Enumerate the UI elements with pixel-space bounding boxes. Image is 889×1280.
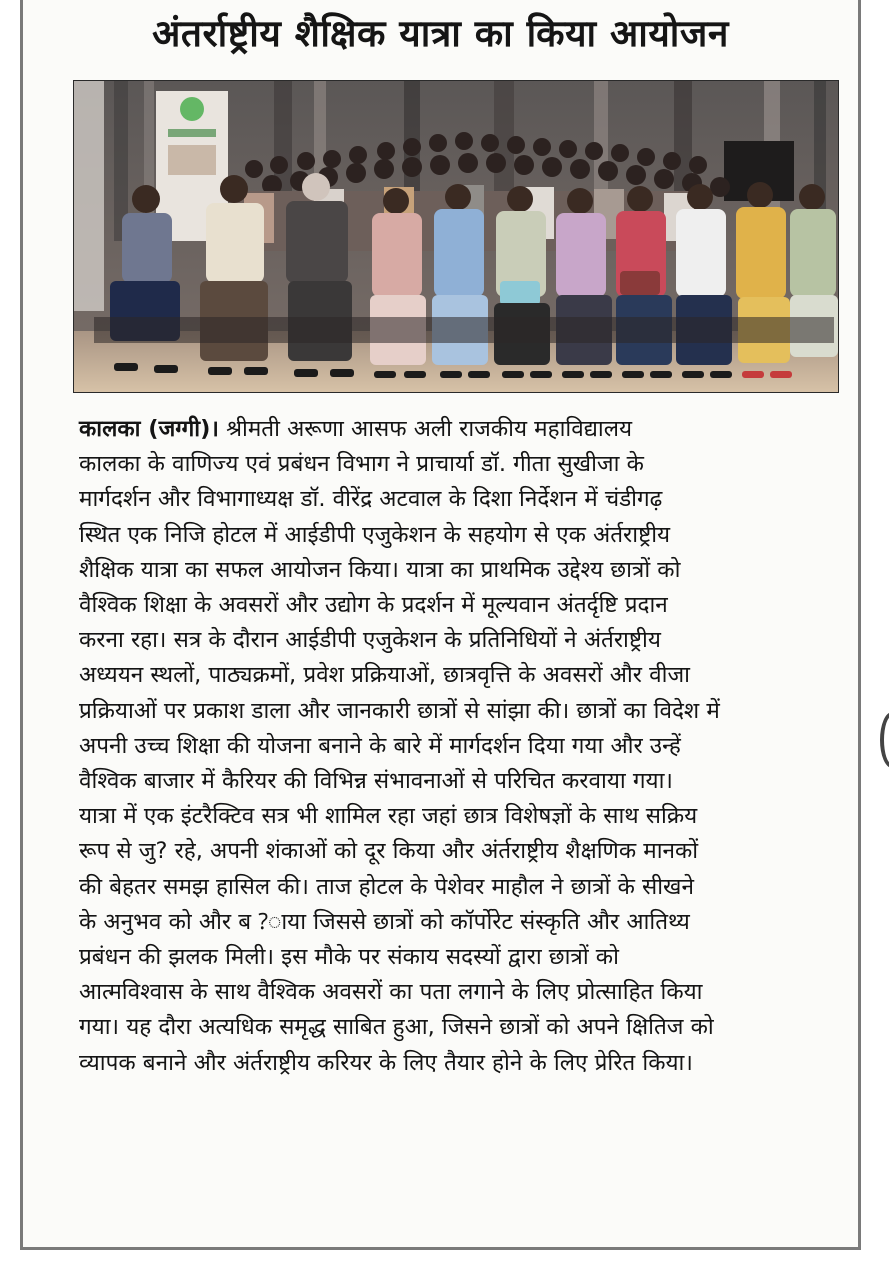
group-photo (73, 80, 839, 393)
adjacent-column-edge-mark (880, 712, 889, 768)
article-line-4: स्थित एक निजि होटल में आईडीपी एजुकेशन के सहयोग से एक अंर्तराष्ट्रीय (79, 521, 671, 548)
article-line-16: प्रबंधन की झलक मिली। इस मौके पर संकाय सदस्यों द्वारा छात्रों को (79, 944, 619, 971)
article-line-6: वैश्विक शिक्षा के अवसरों और उद्योग के प्रदर्शन में मूल्यवान अंतर्दृष्टि प्रदान (79, 592, 668, 619)
article-line-11: वैश्विक बाजार में कैरियर की विभिन्न संभावनाओं से परिचित करवाया गया। (79, 768, 673, 795)
article-line-3: मार्गदर्शन और विभागाध्यक्ष डॉ. वीरेंद्र अटवाल के दिशा निर्देशन में चंडीगढ़ (79, 486, 663, 513)
group-photo-image (74, 81, 839, 393)
article-line-12: यात्रा में एक इंटरैक्टिव सत्र भी शामिल रहा जहां छात्र विशेषज्ञों के साथ सक्रिय (79, 803, 698, 830)
article-headline: अंतर्राष्ट्रीय शैक्षिक यात्रा का किया आयोजन (152, 12, 729, 55)
article-line-15: के अनुभव को और ब ?ाया जिससे छात्रों को कॉर्पोरेट संस्कृति और आतिथ्य (79, 908, 690, 935)
article-line-14: की बेहतर समझ हासिल की। ताज होटल के पेशेवर माहौल ने छात्रों के सीखने (79, 873, 694, 900)
dateline: कालका (जग्गी)। (79, 416, 219, 442)
article-line-5: शैक्षिक यात्रा का सफल आयोजन किया। यात्रा का प्राथमिक उद्देश्य छात्रों को (79, 556, 681, 583)
article-line-13: रूप से जु? रहे, अपनी शंकाओं को दूर किया और अंर्तराष्ट्रीय शैक्षणिक मानकों (79, 838, 699, 865)
article-line-8: अध्ययन स्थलों, पाठ्यक्रमों, प्रवेश प्रक्रियाओं, छात्रवृत्ति के अवसरों और वीजा (79, 662, 690, 689)
article-line-7: करना रहा। सत्र के दौरान आईडीपी एजुकेशन के प्रतिनिधियों ने अंर्तराष्ट्रीय (79, 627, 661, 654)
article-line-17: आत्मविश्वास के साथ वैश्विक अवसरों का पता लगाने के लिए प्रोत्साहित किया (79, 979, 703, 1006)
article-line-9: प्रक्रियाओं पर प्रकाश डाला और जानकारी छात्रों से सांझा की। छात्रों का विदेश में (79, 697, 720, 724)
newspaper-clipping (20, 0, 861, 1250)
article-line-19: व्यापक बनाने और अंर्तराष्ट्रीय करियर के लिए तैयार होने के लिए प्रेरित किया। (79, 1049, 693, 1076)
article-line-1 (79, 412, 839, 447)
article-line-18: गया। यह दौरा अत्यधिक समृद्ध साबित हुआ, जिसने छात्रों को अपने क्षितिज को (79, 1014, 714, 1041)
article-line-text: श्रीमती अरूणा आसफ अली राजकीय महाविद्यालय (226, 416, 633, 442)
article-body (79, 412, 839, 1081)
article-line-2: कालका के वाणिज्य एवं प्रबंधन विभाग ने प्राचार्या डॉ. गीता सुखीजा के (79, 451, 644, 478)
article-line-10: अपनी उच्च शिक्षा की योजना बनाने के बारे में मार्गदर्शन दिया गया और उन्हें (79, 732, 681, 759)
